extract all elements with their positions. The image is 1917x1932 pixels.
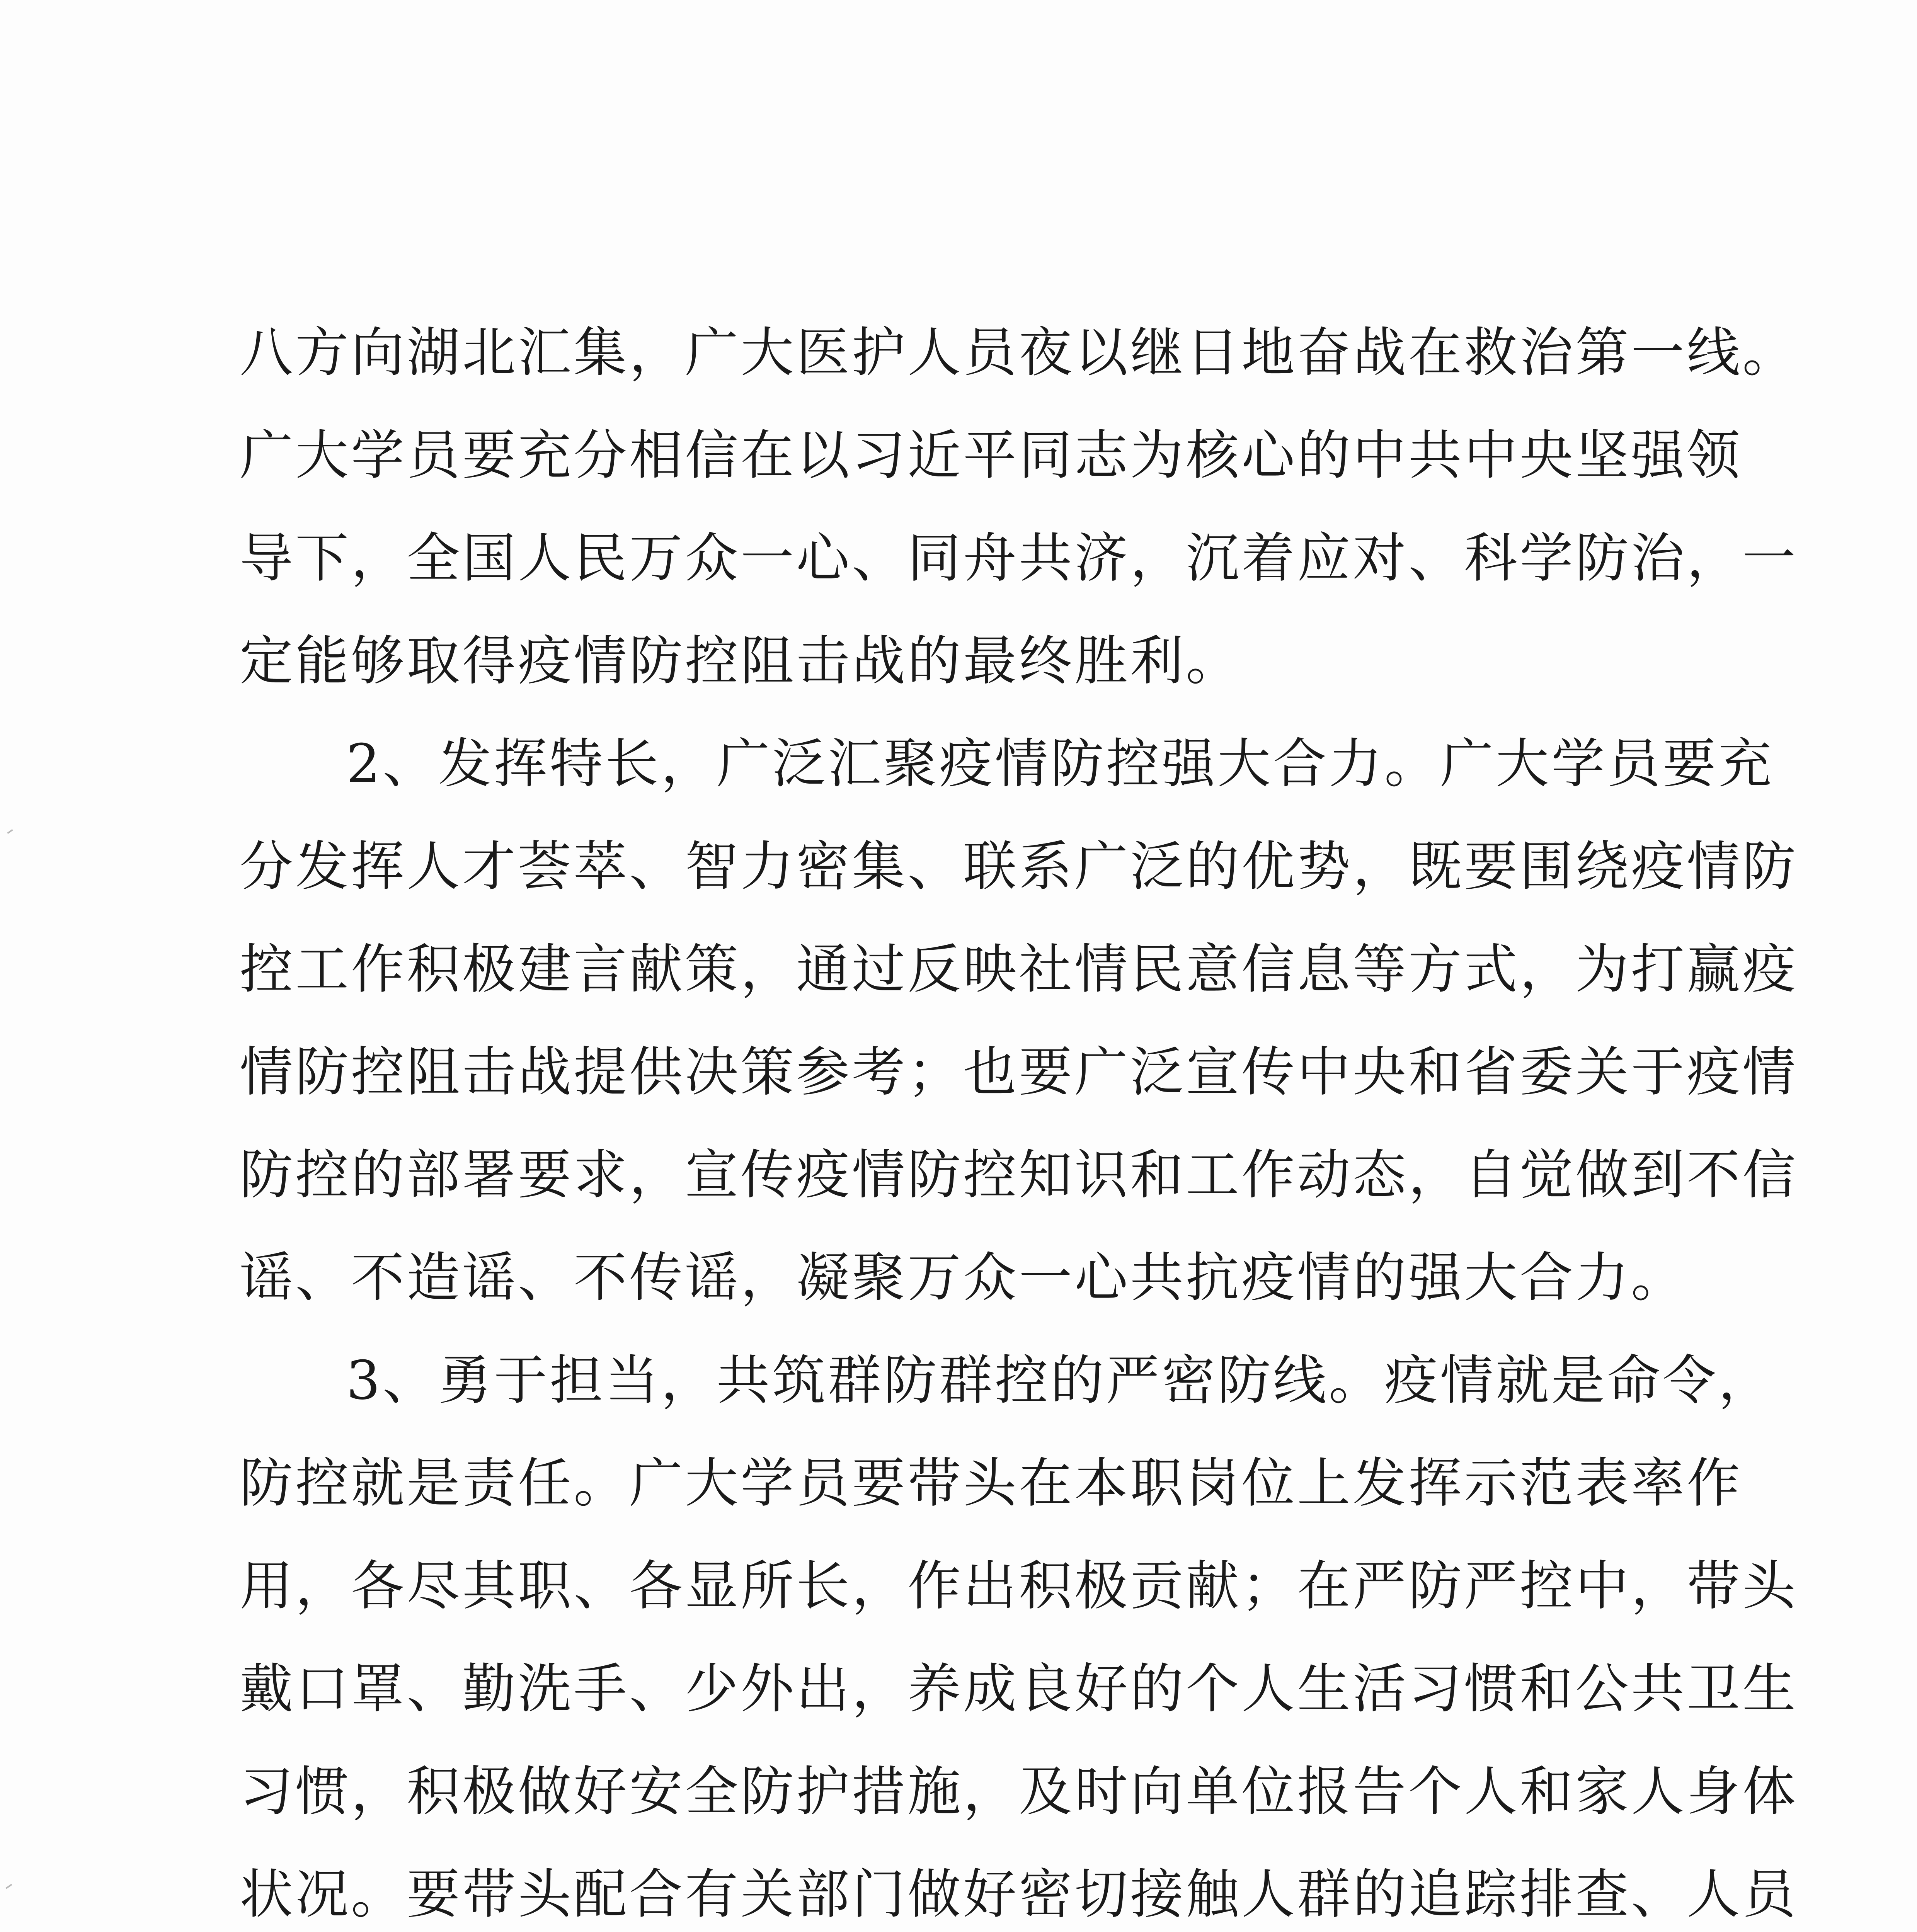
section-2-heading: 发挥特长，广泛汇聚疫情防控强大合力。 xyxy=(438,733,1440,795)
section-2-number: 2、 xyxy=(346,733,438,795)
body-line: 戴口罩、勤洗手、少外出，养成良好的个人生活习惯和公共卫生 xyxy=(240,1658,1798,1720)
body-line: 分发挥人才荟萃、智力密集、联系广泛的优势，既要围绕疫情防 xyxy=(240,835,1798,898)
scan-speck xyxy=(7,829,13,834)
section-3-heading: 勇于担当，共筑群防群控的严密防线。 xyxy=(438,1349,1384,1412)
body-line: 广大学员要充分相信在以习近平同志为核心的中共中央坚强领 xyxy=(240,424,1743,486)
body-line: 定能够取得疫情防控阻击战的最终胜利。 xyxy=(240,630,1242,692)
body-line: 防控的部署要求，宣传疫情防控知识和工作动态，自觉做到不信 xyxy=(240,1144,1798,1206)
section-2-first-line xyxy=(240,713,1774,815)
body-line: 状况。要带头配合有关部门做好密切接触人群的追踪排查、人员 xyxy=(240,1863,1798,1925)
section-3-number: 3、 xyxy=(346,1349,438,1412)
body-line: 八方向湖北汇集，广大医护人员夜以继日地奋战在救治第一线。 xyxy=(240,321,1798,384)
section-3-first-line xyxy=(240,1329,1774,1432)
body-line: 情防控阻击战提供决策参考；也要广泛宣传中央和省委关于疫情 xyxy=(240,1041,1798,1103)
body-line: 控工作积极建言献策，通过反映社情民意信息等方式，为打赢疫 xyxy=(240,938,1798,1000)
section-3-lead-text: 疫情就是命令， xyxy=(1384,1349,1774,1412)
body-line: 谣、不造谣、不传谣，凝聚万众一心共抗疫情的强大合力。 xyxy=(240,1247,1687,1309)
section-2-lead-text: 广大学员要充 xyxy=(1440,733,1774,795)
body-line: 用，各尽其职、各显所长，作出积极贡献；在严防严控中，带头 xyxy=(240,1555,1798,1617)
body-line: 防控就是责任。广大学员要带头在本职岗位上发挥示范表率作 xyxy=(240,1452,1743,1514)
body-line: 导下，全国人民万众一心、同舟共济，沉着应对、科学防治，一 xyxy=(240,527,1798,589)
document-body xyxy=(240,301,1798,1932)
body-line: 习惯，积极做好安全防护措施，及时向单位报告个人和家人身体 xyxy=(240,1760,1798,1823)
scan-speck xyxy=(5,1884,12,1889)
